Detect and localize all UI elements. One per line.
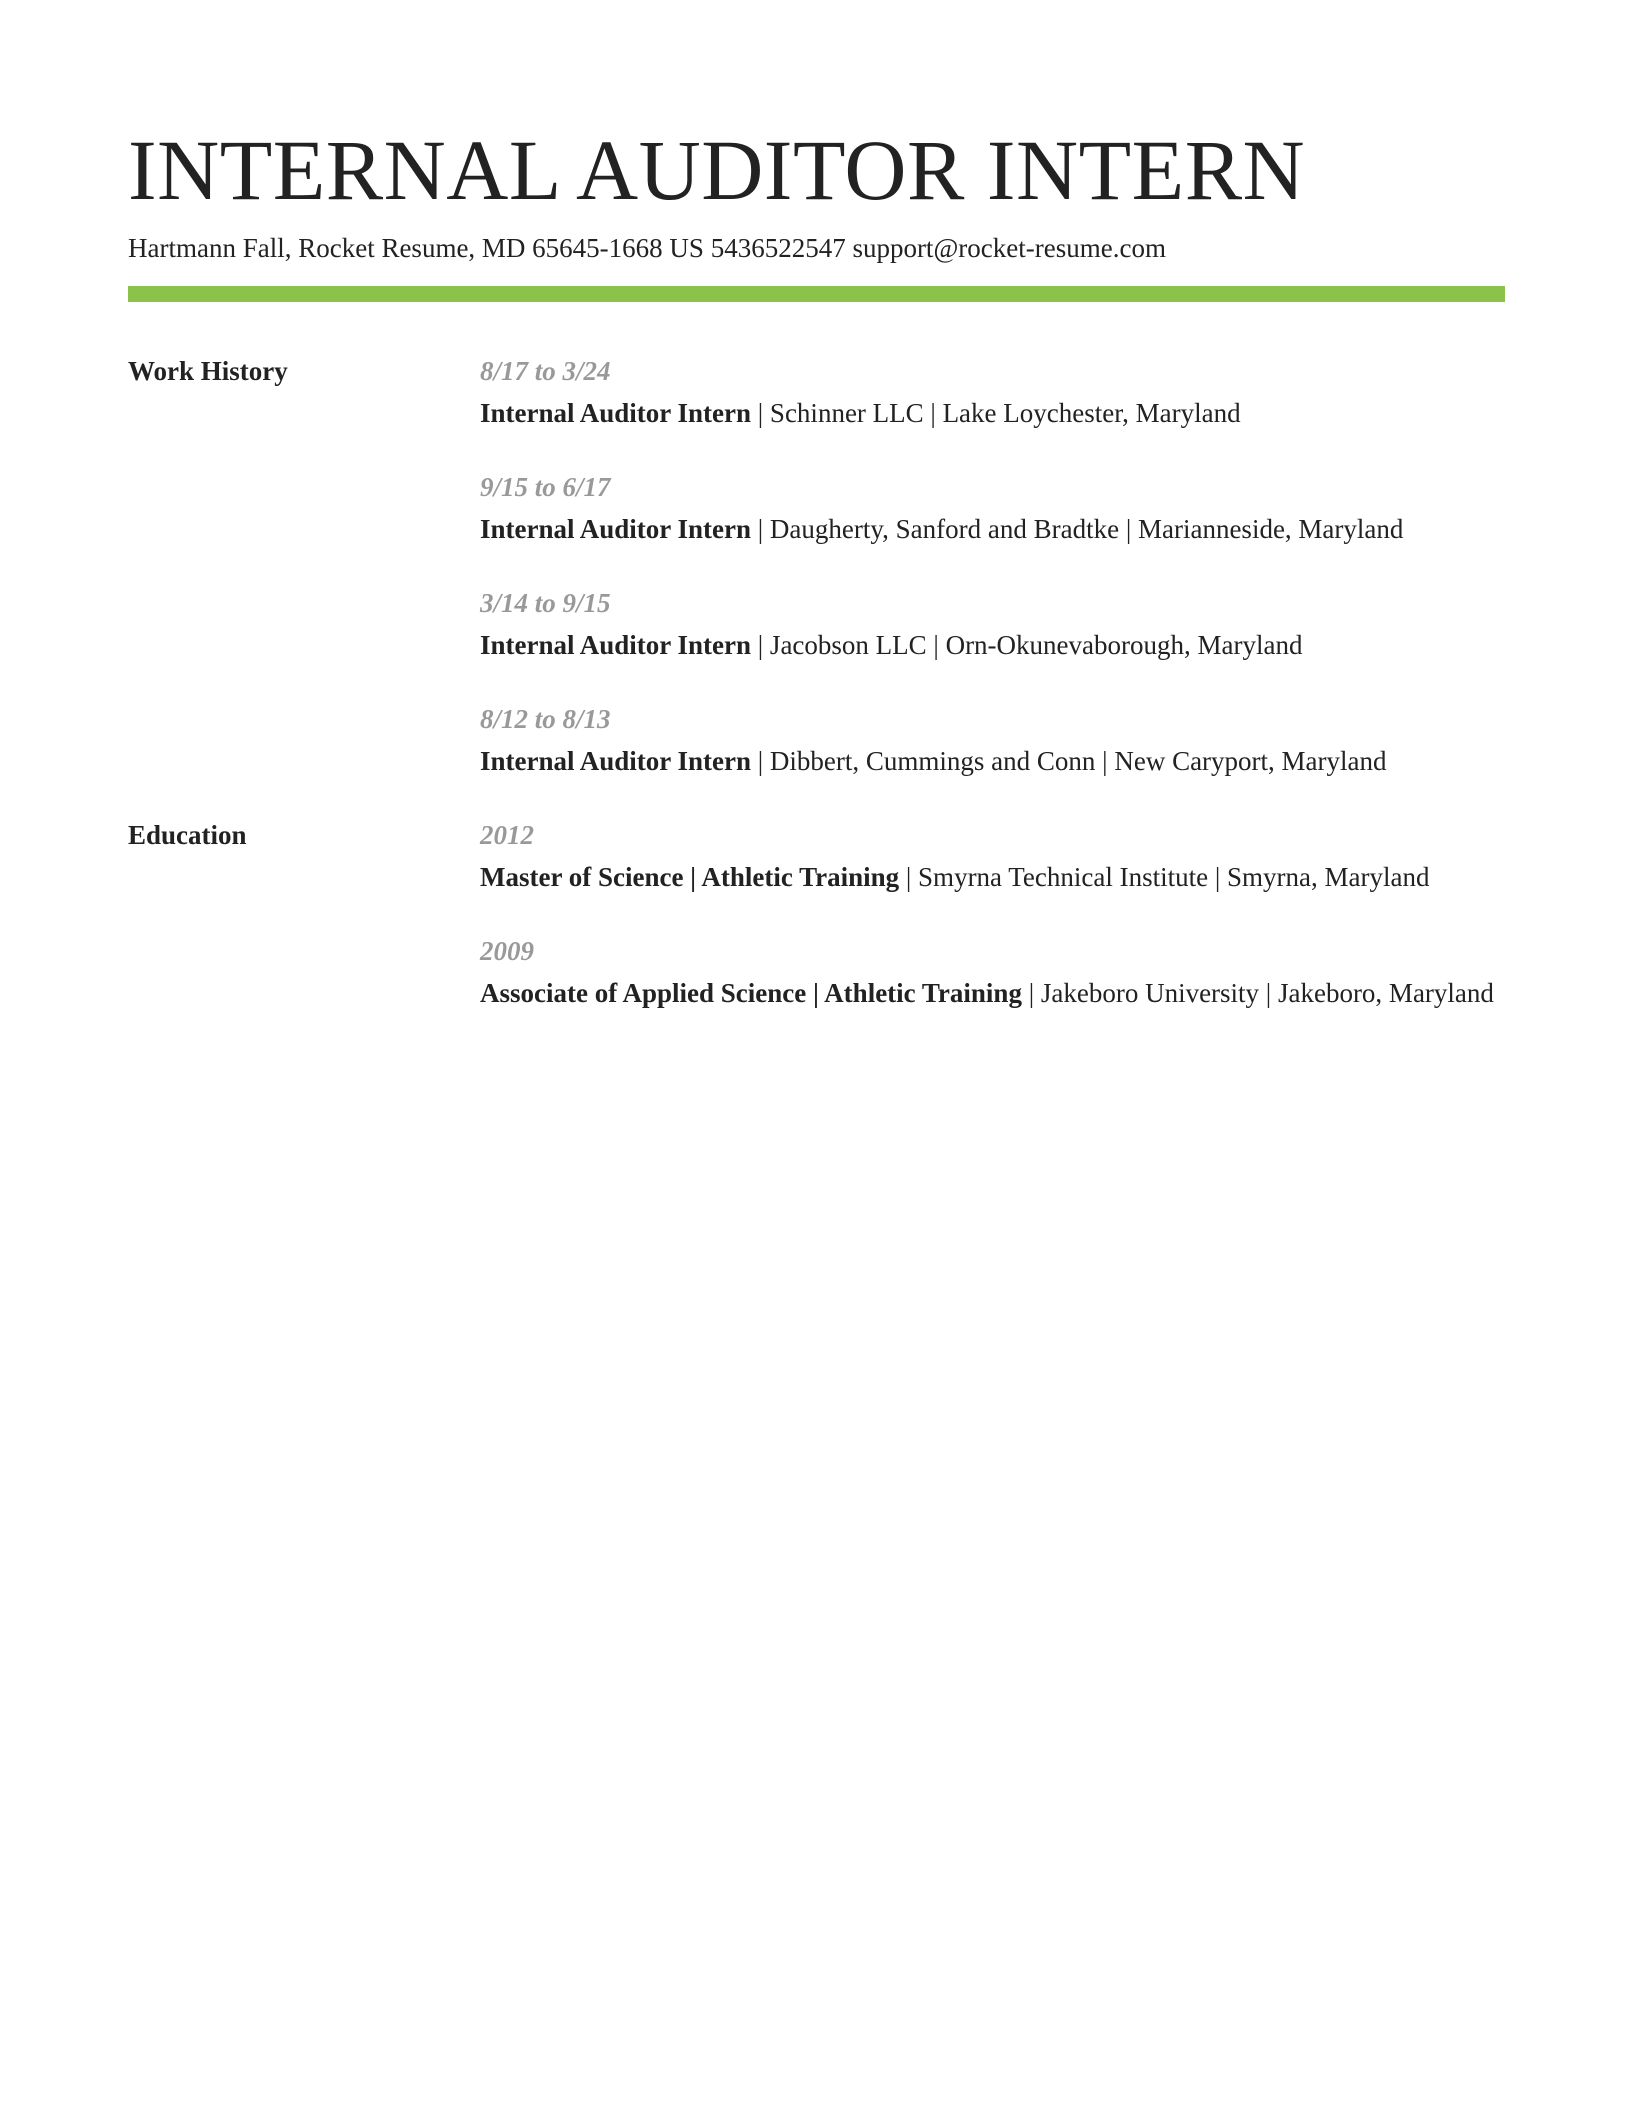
entry-details: | Schinner LLC | Lake Loychester, Maryland	[751, 398, 1241, 428]
work-entry	[480, 466, 1505, 550]
section-label-education: Education	[128, 820, 247, 850]
entry-line	[480, 508, 1505, 550]
entry-line	[480, 392, 1505, 434]
section-label-work-history: Work History	[128, 356, 288, 386]
entry-role: Internal Auditor Intern	[480, 630, 752, 660]
entry-date: 8/17 to 3/24	[480, 356, 611, 386]
header-divider	[128, 286, 1505, 302]
entry-degree: Master of Science | Athletic Training	[480, 862, 900, 892]
entry-line	[480, 856, 1505, 898]
entry-role: Internal Auditor Intern	[480, 746, 752, 776]
work-entry	[480, 350, 1505, 434]
education-entry	[480, 930, 1505, 1014]
resume-title: INTERNAL AUDITOR INTERN	[128, 122, 1306, 218]
entry-details: | Jakeboro University | Jakeboro, Maryland	[1021, 978, 1494, 1008]
education-entries	[480, 814, 1505, 1046]
entry-details: | Smyrna Technical Institute | Smyrna, Maryland	[899, 862, 1430, 892]
contact-line: Hartmann Fall, Rocket Resume, MD 65645-1668 US 5436522547 support@rocket-resume.com	[128, 233, 1166, 263]
entry-details: | Daugherty, Sanford and Bradtke | Marianneside, Maryland	[751, 514, 1404, 544]
entry-degree: Associate of Applied Science | Athletic Training	[480, 978, 1022, 1008]
entry-date: 8/12 to 8/13	[480, 704, 611, 734]
entry-role: Internal Auditor Intern	[480, 398, 752, 428]
entry-date: 2009	[480, 936, 534, 966]
entry-role: Internal Auditor Intern	[480, 514, 752, 544]
work-history-entries	[480, 350, 1505, 814]
entry-details: | Jacobson LLC | Orn-Okunevaborough, Maryland	[751, 630, 1303, 660]
entry-date: 2012	[480, 820, 534, 850]
entry-date: 3/14 to 9/15	[480, 588, 611, 618]
entry-line	[480, 972, 1505, 1014]
education-entry	[480, 814, 1505, 898]
entry-line	[480, 624, 1505, 666]
entry-date: 9/15 to 6/17	[480, 472, 611, 502]
entry-details: | Dibbert, Cummings and Conn | New Caryport, Maryland	[751, 746, 1387, 776]
entry-line	[480, 740, 1505, 782]
work-entry	[480, 698, 1505, 782]
work-entry	[480, 582, 1505, 666]
